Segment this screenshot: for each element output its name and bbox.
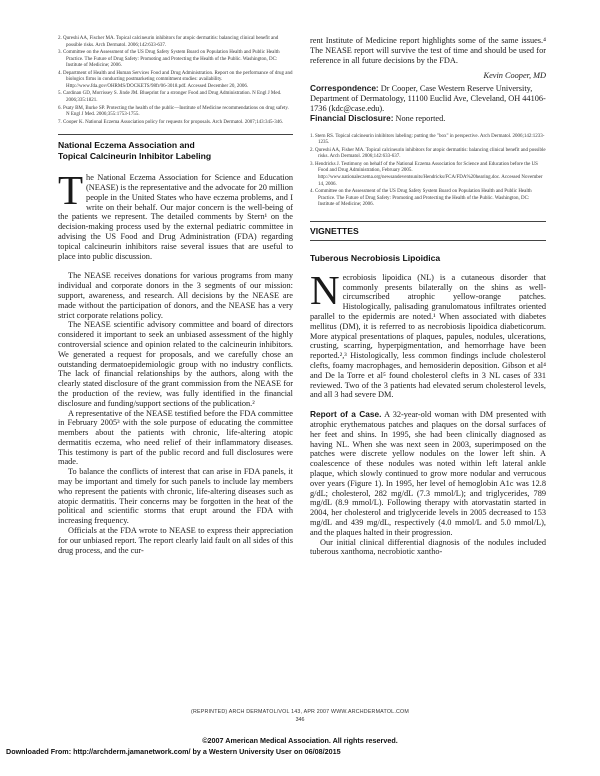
reference-item: 1. Stern RS. Topical calcineurin inhibitors labeling: putting the "box" in perspective. Arch Dermatol. 2006;142:1233-1235.: [310, 133, 545, 146]
nea-continuation-paragraph: rent Institute of Medicine report highlights some of the same issues.⁴ The NEASE report will survive the test of time and should be used for reference in all future decisions by the FDA.: [310, 36, 546, 65]
reference-item: 7. Cooper K. National Eczema Association policy for requests for proposals. Arch Dermatol. 2007;143:345-346.: [58, 119, 283, 125]
report-label: Report of a Case.: [310, 409, 382, 420]
financial-disclosure: [310, 114, 546, 124]
nea-paragraph: [58, 167, 293, 261]
reference-item: 3. Committee on the Assessment of the US Drug Safety System Board on Population Health and Public Health Practice. The Future of Drug Safety: Promoting and Protecting the Health of the Public. Washington, DC: Institute of Medicine; 2006.: [58, 50, 280, 69]
report-text: A 32-year-old woman with DM presented with atrophic erythematous patches and plaques on the dorsal surfaces of her feet and shins. In 1995, she had been clinically diagnosed as having NL. When she was next seen in 2003, superimposed on the patches were discrete yellow nodules on the lower left shin. A coalescence of these nodules was noted within left lateral ankle plaque, which slowly continued to grow more nodular and verrucous over years (Figure 1). In 1995, her level of hemoglobin A1c was 12.8 g/dL; cholesterol, 282 mg/dL (7.3 mmol/L); and triglycerides, 789 mg/dL (8.9 mmol/L). Following therapy with atorvastatin started in 2004, her cholesterol and triglyceride levels in 2005 decreased to 153 mg/dL and 439 mg/dL, respectively (4.0 mmol/L and 5.0 mmol/L), and the plaques halted in their progression.: [310, 410, 546, 537]
tnl-paragraph-text: ecrobiosis lipoidica (NL) is a cutaneous disorder that commonly presents bilaterally on the shins as well-circumscribed atrophic yellow-orange patches. Histologically, palisading granulomatous infiltrates oriented parallel to the epidermis are noted.¹ When associated with diabetes mellitus (DM), it is referred to as necrobiosis lipoidica diabeticorum. More atypical presentations of plaques, papules, nodules, ulcerations, crusting, scarring, hyperpigmentation, and hemorrhage have been reported.²,³ Histologically, less common findings include cholesterol clefts, foamy macrophages, and hemosiderin deposition. Gibson et al⁴ and De la Torre et al⁵ found cholesterol clefts in 3 NL cases of 331 reviewed. Two of the 3 patients had elevated serum cholesterol levels, and all 3 had severe DM.: [310, 272, 546, 400]
nea-paragraph: To balance the conflicts of interest that can arise in FDA panels, it may be important and timely for such panels to include lay members who represent the patients with chronic, life-altering diseases such as atopic dermatitis. Their concerns may be forgotten in the heat of the political and scientific storms that erupt around the FDA with increasing frequency.: [58, 467, 293, 526]
reference-item: 4. Department of Health and Human Services Food and Drug Administration. Report on the performance of drug and biologics firms in conducting postmarketing commitment studies: availability. Http://www.fda.gov/OHRMS/DOCKETS/98fr/06-3018.pdf. Accessed December 20, 2006.: [58, 70, 293, 89]
tnl-dropcap: N: [310, 266, 340, 313]
report-paragraph: [310, 410, 546, 537]
nea-paragraph: The NEASE receives donations for various programs from many individual and corporate donors in the 3 segments of our mission: support, awareness, and research. All decisions by the NEASE are made without the participation of donors, and the NEASE has a very strict corporate relations policy.: [58, 271, 293, 320]
correspondence-text: Dr Cooper, Case Western Reserve University, Department of Dermatology, 11100 Euclid Ave, Cleveland, OH 44106-1736 (kdc@case.edu).: [310, 84, 546, 113]
tnl-heading: Tuberous Necrobiosis Lipoidica: [310, 253, 441, 264]
reference-item: 5. Cardinan GD, Morrissey S. Jinde JM. Blueprint for a stronger Food and Drug Administration. N Engl J Med. 2006;335:1821.: [58, 91, 282, 104]
left-reference-list: [58, 36, 293, 126]
disclosure-label: Financial Disclosure:: [310, 112, 394, 123]
nea-paragraph: Officials at the FDA wrote to NEASE to express their appreciation for our unbiased report. The report clearly laid fault on all sides of this drug process, and the cur-: [58, 526, 293, 555]
right-column: [310, 36, 546, 557]
page-number: 346: [295, 717, 305, 723]
download-notice: Downloaded From: http://archderm.jamanetwork.com/ by a Western University User on 06/08/2015: [6, 747, 341, 756]
nea-heading-line: National Eczema Association and: [58, 140, 195, 151]
disclosure-text: None reported.: [395, 113, 446, 123]
nea-article-body: [58, 167, 293, 555]
reference-item: 3. Hendricks J. Testimony on behalf of the National Eczema Association for Science and Education before the US Food and Drug Administration, February 2005. http://www.nationaleczema.org/newsandeventsunits/Hendricks/FCA/FDA%20hearing.doc. Accessed November 14, 2006.: [310, 161, 543, 187]
nea-dropcap: T: [58, 167, 84, 214]
reference-item: 6. Psaty BM, Burke SP. Protecting the health of the public—Institute of Medicine recommendations on drug safety. N Engl J Med. 2006;355:1753-1755.: [58, 105, 289, 118]
reference-item: 2. Qureshi AA, Fisher MA. Topical calcineurin inhibitors for atopic dermatitis: balancing clinical benefit and possible risks. Arch Dermatol. 2006;142:633-637.: [310, 147, 546, 160]
correspondence-label: Correspondence:: [310, 83, 379, 94]
reference-item: 2. Qureshi AA, Fischer MA. Topical calcineurin inhibitors for atopic dermatitis: balancing clinical benefit and possible risks. Arch Dermatol. 2006;142:633-637.: [58, 36, 279, 48]
left-column: [58, 36, 293, 555]
nea-continuation: [310, 36, 546, 65]
nea-heading-line: Topical Calcineurin Inhibitor Labeling: [58, 150, 212, 161]
nea-paragraph: The NEASE scientific advisory committee and board of directors considered it important to seek an unbiased assessment of the highly controversial science and opinion related to the calcineurin inhibitors. We generated a request for proposals, and we carefully chose an outstanding dermatoepidemiologic group with no industry conflicts. The lack of financial relationships by the authors, along with the clearly stated disclosure of the grant commission from the NEASE for the production of the review, was fully identified in the financial disclosure and funding/support sections of the publication.²: [58, 320, 293, 408]
section-divider: [310, 240, 546, 241]
copyright-notice: ©2007 American Medical Association. All rights reserved.: [202, 736, 398, 745]
tnl-paragraph: [310, 266, 546, 400]
section-divider: [58, 134, 293, 135]
report-continuation: Our initial clinical differential diagnosis of the nodules included tuberous xanthoma, necrobiotic xantho-: [310, 537, 546, 557]
nea-paragraph: A representative of the NEASE testified before the FDA committee in February 2005³ with the sole purpose of educating the committee members about the patients with chronic, life-altering atopic dermatitis eczema, who need relief of their inflammatory diseases. This testimony is part of the public record and full disclosures were made.: [58, 408, 293, 467]
tnl-article-body: [310, 266, 546, 557]
vignettes-label: VIGNETTES: [310, 225, 359, 236]
section-divider: [310, 221, 546, 222]
author-signature: Kevin Cooper, MD: [483, 71, 546, 81]
nea-heading: [58, 140, 293, 161]
correspondence: [310, 84, 546, 113]
reference-item: 4. Committee on the Assessment of the US Drug Safety System Board on Population Health and Public Health Practice. The Future of Drug Safety: Promoting and Protecting the Health of the Public. Washington, DC: Institute of Medicine; 2006.: [310, 189, 532, 208]
nea-paragraph-text: he National Eczema Association for Science and Education (NEASE) is the representative and the advocate for 20 million people in the United States who have eczema problems, and I write on their behalf. Our major concern is the well-being of the patients we represent. The detailed comments by Stern¹ on the decision-making process used by the external pediatric committee in advising the US Food and Drug Administration (FDA) regarding topical calcineurin inhibitors raise several issues that are useful to place into public discussion.: [58, 173, 293, 261]
right-reference-list: [310, 134, 546, 209]
journal-footer: (REPRINTED) ARCH DERMATOL/VOL 143, APR 2007 WWW.ARCHDERMATOL.COM: [191, 709, 409, 715]
